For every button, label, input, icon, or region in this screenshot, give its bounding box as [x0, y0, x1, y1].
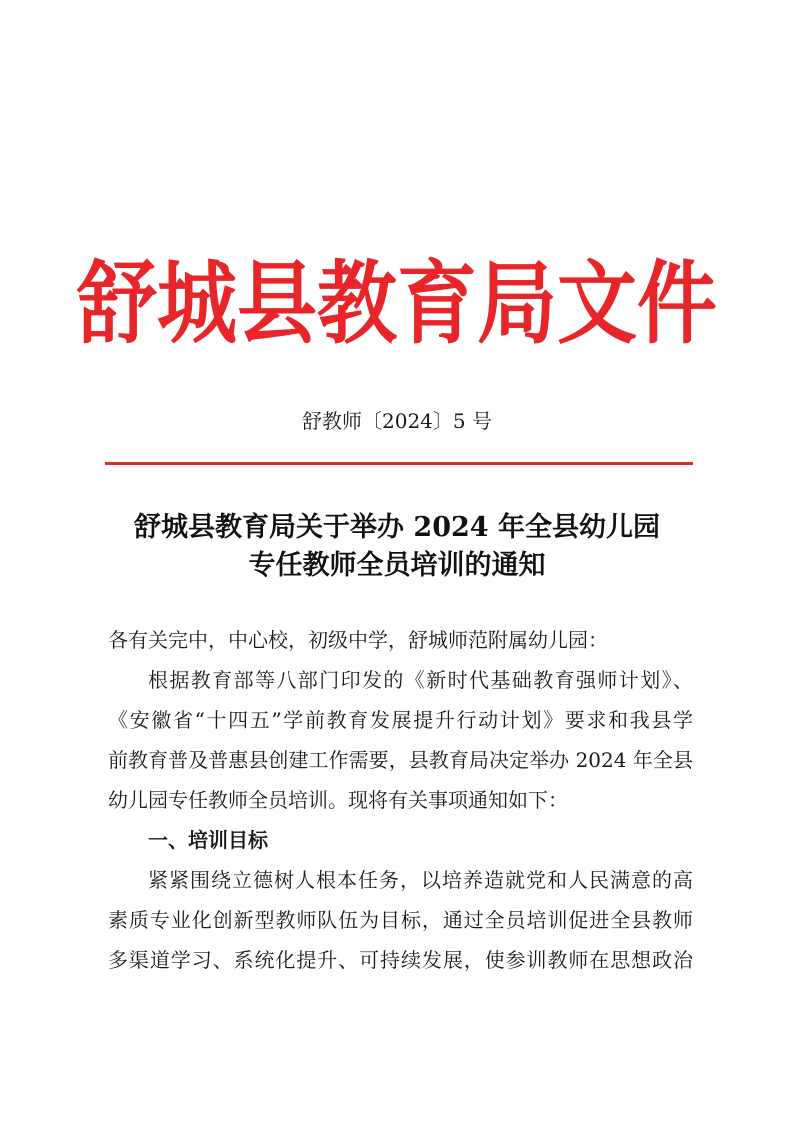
paragraph-2-line: 多渠道学习、系统化提升、可持续发展，使参训教师在思想政治	[108, 948, 693, 972]
paragraph-1-line: 前教育普及普惠县创建工作需要，县教育局决定举办 2024 年全县	[108, 748, 693, 772]
notice-title-line-1: 舒城县教育局关于举办 2024 年全县幼儿园	[134, 512, 660, 543]
paragraph-2-line: 素质专业化创新型教师队伍为目标，通过全员培训促进全县教师	[108, 908, 693, 932]
paragraph-1-line: 《安徽省“十四五”学前教育发展提升行动计划》要求和我县学	[108, 708, 693, 732]
notice-title	[0, 509, 794, 585]
document-number: 舒教师〔2024〕5 号	[302, 409, 492, 433]
notice-title-line-2: 专任教师全员培训的通知	[248, 550, 546, 581]
salutation: 各有关完中，中心校，初级中学，舒城师范附属幼儿园：	[108, 628, 608, 652]
paragraph-1-line: 根据教育部等八部门印发的《新时代基础教育强师计划》、	[148, 668, 693, 692]
paragraph-1-line: 幼儿园专任教师全员培训。现将有关事项通知如下：	[108, 788, 568, 812]
red-divider-line	[105, 462, 693, 465]
paragraph-2-line: 紧紧围绕立德树人根本任务，以培养造就党和人民满意的高	[148, 868, 693, 892]
section-heading-1: 一、培训目标	[148, 828, 268, 852]
notice-body	[108, 620, 693, 980]
masthead-title: 舒城县教育局文件	[77, 250, 717, 356]
